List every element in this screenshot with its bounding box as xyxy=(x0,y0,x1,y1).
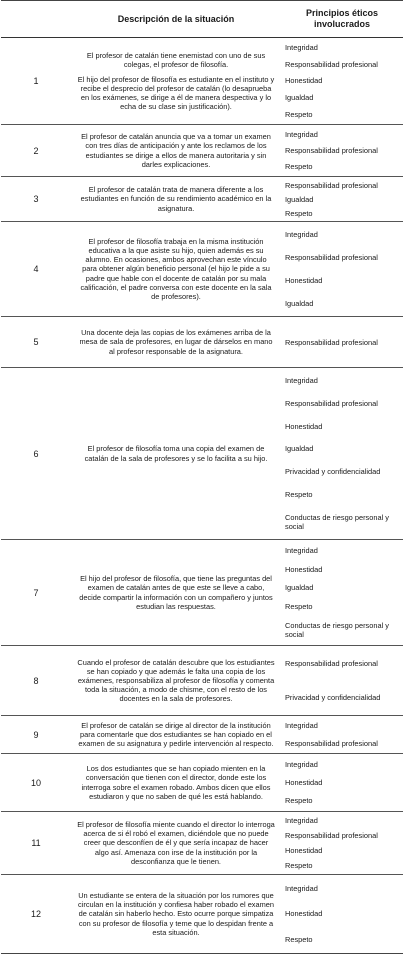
row-principles xyxy=(281,125,403,176)
description-paragraph: Cuando el profesor de catalán descubre que los estudiantes se han copiado y que además le falta una copia de los exámenes, responsabiliza al profesor de filosofía y comenta toda la situación, a modo de chisme, con el resto de los docentes en la sala de profesores. xyxy=(77,657,275,704)
table-row xyxy=(1,716,403,754)
row-description xyxy=(71,754,281,811)
table-row xyxy=(1,222,403,317)
row-number: 8 xyxy=(33,675,39,686)
row-number: 3 xyxy=(33,194,39,204)
principle-item: Integridad xyxy=(285,545,318,555)
table-row xyxy=(1,38,403,125)
table-row xyxy=(1,540,403,646)
table-row xyxy=(1,754,403,812)
principle-item: Integridad xyxy=(285,129,318,139)
principle-item: Responsabilidad profesional xyxy=(285,253,378,262)
row-number: 10 xyxy=(30,777,41,788)
principle-item: Igualdad xyxy=(285,93,314,103)
row-principles xyxy=(281,812,403,874)
principle-item: Conductas de riesgo personal y social xyxy=(285,512,389,531)
principle-item: Respeto xyxy=(285,796,313,806)
principle-item: Honestidad xyxy=(285,909,323,919)
principle-item: Honestidad xyxy=(285,846,323,855)
row-number: 1 xyxy=(33,76,39,86)
principle-item: Respeto xyxy=(285,934,313,944)
principle-item: Integridad xyxy=(285,230,318,239)
principle-item: Honestidad xyxy=(285,76,323,86)
principle-item: Respeto xyxy=(285,110,313,120)
principle-item: Responsabilidad profesional xyxy=(285,145,378,155)
row-principles xyxy=(281,177,403,221)
principle-item: Respeto xyxy=(285,162,313,172)
row-principles xyxy=(281,317,403,367)
situations-table xyxy=(1,0,403,954)
principle-item: Responsabilidad profesional xyxy=(285,337,378,347)
row-number: 11 xyxy=(31,838,41,848)
header-description: Descripción de la situación xyxy=(117,14,235,24)
table-row xyxy=(1,177,403,222)
principle-item: Igualdad xyxy=(285,583,314,593)
principle-item: Honestidad xyxy=(285,276,323,285)
principle-item: Conductas de riesgo personal y social xyxy=(285,621,389,640)
row-description xyxy=(71,716,281,753)
row-description xyxy=(71,125,281,176)
row-principles xyxy=(281,754,403,811)
description-paragraph: Una docente deja las copias de los exámenes arriba de la mesa de sala de profesores, en lugar de dárselos en mano al profesor responsable de la asignatura. xyxy=(79,328,273,356)
description-paragraph: El profesor de catalán tiene enemistad con uno de sus colegas, el profesor de filosofía. xyxy=(86,50,266,69)
description-paragraph: El profesor de filosofía toma una copia del examen de catalán de la sala de profesores y se lo facilita a su hijo. xyxy=(84,444,268,463)
row-description xyxy=(71,540,281,645)
principle-item: Respeto xyxy=(285,490,313,500)
principle-item: Respeto xyxy=(285,861,313,870)
principle-item: Integridad xyxy=(285,759,318,769)
principle-item: Privacidad y confidencialidad xyxy=(285,467,381,477)
row-number: 6 xyxy=(33,448,39,459)
principle-item: Honestidad xyxy=(285,777,323,787)
row-number: 12 xyxy=(30,909,41,919)
principle-item: Responsabilidad profesional xyxy=(285,659,378,669)
table-row xyxy=(1,812,403,875)
principle-item: Igualdad xyxy=(285,194,314,204)
principle-item: Privacidad y confidencialidad xyxy=(285,692,381,702)
row-number: 7 xyxy=(33,587,39,598)
row-description xyxy=(71,368,281,539)
principle-item: Integridad xyxy=(285,42,318,52)
principle-item: Integridad xyxy=(285,375,318,385)
row-description xyxy=(71,38,281,124)
row-number: 4 xyxy=(33,264,39,274)
row-description xyxy=(71,646,281,715)
row-description xyxy=(71,875,281,953)
table-row xyxy=(1,125,403,177)
row-principles xyxy=(281,716,403,753)
description-paragraph: El profesor de catalán se dirige al director de la institución para comentarle que dos estudiantes se han copiado en el examen de su asignatura y pedirle intervención al respecto. xyxy=(78,720,274,749)
table-row xyxy=(1,646,403,716)
description-paragraph: El hijo del profesor de filosofía, que tiene las preguntas del examen de catalán antes de que este se lleve a cabo, decide compartir la información con un compañero y juntos estudian las respuestas. xyxy=(79,574,273,611)
principle-item: Integridad xyxy=(285,816,318,825)
principle-item: Integridad xyxy=(285,884,318,894)
row-description xyxy=(71,177,281,221)
principle-item: Responsabilidad profesional xyxy=(285,738,378,748)
principle-item: Responsabilidad profesional xyxy=(285,59,378,69)
row-principles xyxy=(281,646,403,715)
table-header xyxy=(1,1,403,38)
description-paragraph: El profesor de filosofía miente cuando el director lo interroga acerca de si él robó el examen, diciéndole que no puede creer que desconfíen de él y que sería incapaz de hacer algo así. Amenaza con irse de la institución por la desconfianza que le tienen. xyxy=(77,820,275,866)
row-description xyxy=(71,812,281,874)
table-row xyxy=(1,368,403,540)
header-principles: Principios éticos involucrados xyxy=(305,8,379,29)
principle-item: Responsabilidad profesional xyxy=(285,831,378,840)
row-principles xyxy=(281,368,403,539)
principle-item: Igualdad xyxy=(285,299,314,308)
principle-item: Responsabilidad profesional xyxy=(285,180,378,190)
row-principles xyxy=(281,540,403,645)
row-number: 2 xyxy=(33,145,39,156)
principle-item: Igualdad xyxy=(285,444,314,454)
row-principles xyxy=(281,222,403,316)
description-paragraph: Un estudiante se entera de la situación por los rumores que circulan en la institución y confiesa haber robado el examen de catalán sin haberlo hecho. Esto ocurre porque simpatiza con su profesor de filosofía y teme que lo despidan frente a esta situación. xyxy=(78,891,274,937)
row-principles xyxy=(281,875,403,953)
header-number-cell xyxy=(1,1,71,37)
principle-item: Responsabilidad profesional xyxy=(285,398,378,408)
description-paragraph: El hijo del profesor de filosofía es estudiante en el instituto y recibe el desprecio del profesor de catalán (lo desaprueba en los exámenes, se dirige a él de manera despectiva y lo echa de su clase sin justificación). xyxy=(77,74,275,112)
description-paragraph: Los dos estudiantes que se han copiado mienten en la conversación que tienen con el director, donde este los interroga sobre el examen robado. Ambos dicen que ellos estudiaron y que no saben de qué les está hablando. xyxy=(81,764,271,801)
description-paragraph: El profesor de catalán trata de manera diferente a los estudiantes en función de su rendimiento académico en la asignatura. xyxy=(80,185,272,213)
principle-item: Integridad xyxy=(285,721,318,731)
row-description xyxy=(71,317,281,367)
principle-item: Honestidad xyxy=(285,421,323,431)
principle-item: Honestidad xyxy=(285,564,323,574)
description-paragraph: El profesor de filosofía trabaja en la misma institución educativa a la que asiste su hijo, quien además es su alumno. En ocasiones, ambos aprovechan este vínculo para obtener algún beneficio personal (el hijo le pide a su padre que hable con el docente de catalán por su mala calificación, el padre conversa con este docente en la sala de profesores). xyxy=(80,237,272,301)
description-paragraph: El profesor de catalán anuncia que va a tomar un examen con tres días de anticipación y ante los reclamos de los estudiantes se dirige a ellos de manera autoritaria y sin darles explicaciones. xyxy=(81,132,271,169)
row-principles xyxy=(281,38,403,124)
row-number: 9 xyxy=(33,729,39,740)
table-row xyxy=(1,317,403,368)
principle-item: Respeto xyxy=(285,208,313,218)
row-description xyxy=(71,222,281,316)
table-body xyxy=(1,38,403,953)
table-row xyxy=(1,875,403,953)
row-number: 5 xyxy=(33,337,39,347)
principle-item: Respeto xyxy=(285,602,313,612)
